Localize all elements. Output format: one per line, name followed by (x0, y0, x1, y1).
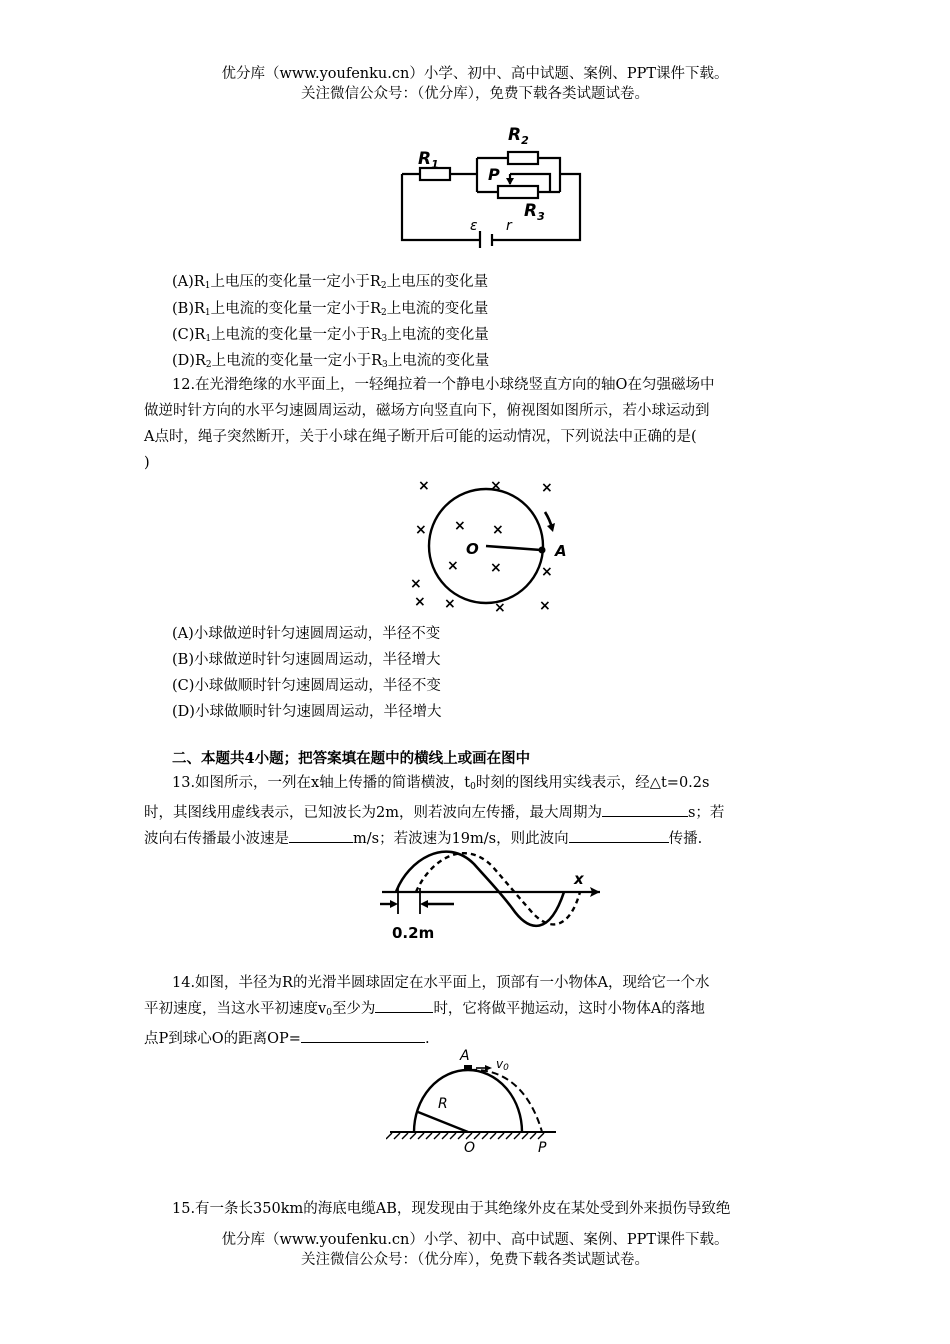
footer-line-1: 优分库（www.youfenku.cn）小学、初中、高中试题、案例、PPT课件下载。 (221, 1232, 729, 1248)
field-marks (410, 478, 553, 616)
point-a-label: A (460, 1048, 470, 1064)
scale-label: 0.2m (392, 924, 435, 942)
svg-text:×: × (490, 478, 502, 494)
page-footer (0, 1230, 950, 1270)
q14-stem: 14.如图，半径为R的光滑半圆球固定在水平面上，顶部有一小物体A，现给它一个水 平初速度，当这水平初速度$v_0$至少为 时，它将做平抛运动，这时小物体A的落地 点P到球心O的距离OP= . (144, 975, 710, 1047)
svg-text:×: × (447, 558, 459, 574)
q11-option-b: $(B)R_1$上电流的变化量一定小于$R_2$上电流的变化量 (172, 301, 489, 318)
r1-label: $R_1$ (418, 149, 439, 171)
footer-line-2: 关注微信公众号：（优分库），免费下载各类试题试卷。 (301, 1252, 649, 1268)
circuit-figure (390, 118, 590, 248)
q14-blank-1[interactable] (375, 998, 433, 1013)
page-header (0, 64, 950, 104)
svg-text:×: × (539, 598, 551, 614)
header-line-1: 优分库（www.youfenku.cn）小学、初中、高中试题、案例、PPT课件下载。 (221, 66, 729, 82)
svg-text:×: × (541, 480, 553, 496)
wave-figure (374, 842, 610, 946)
q12-option-b: (B)小球做逆时针匀速圆周运动，半径增大 (172, 652, 441, 668)
q14-blank-2[interactable] (301, 1028, 425, 1043)
header-line-2: 关注微信公众号：（优分库），免费下载各类试题试卷。 (301, 86, 649, 102)
emf-label: ε (470, 218, 478, 234)
q13-blank-2[interactable] (289, 828, 353, 843)
q12-stem: 12.在光滑绝缘的水平面上，一轻绳拉着一个静电小球绕竖直方向的轴O在匀强磁场中 做逆时针方向的水平匀速圆周运动，磁场方向竖直向下，俯视图如图所示，若小球运动到 A点时，绳子突然断开，关于小球在绳子断开后可能的运动情况，下列说法中正确的是( ) (144, 377, 715, 471)
q11-option-d: $(D)R_2$上电流的变化量一定小于$R_3$上电流的变化量 (172, 353, 490, 370)
q12-option-a: (A)小球做逆时针匀速圆周运动，半径不变 (172, 626, 441, 642)
svg-text:×: × (444, 596, 456, 612)
svg-text:×: × (454, 518, 466, 534)
p-label: P (488, 165, 500, 184)
internal-r-label: r (506, 218, 512, 234)
q13-blank-1[interactable] (602, 802, 688, 817)
svg-text:×: × (418, 478, 430, 494)
center-o-label: O (464, 1140, 476, 1156)
section-2-heading: 二、本题共4小题；把答案填在题中的横线上或画在图中 (172, 750, 531, 767)
r3-label: $R_3$ (524, 201, 545, 223)
svg-text:×: × (414, 594, 426, 610)
point-p-label: P (538, 1140, 547, 1156)
q13-stem: 13.如图所示，一列在x轴上传播的简谐横波，$t_0$时刻的图线用实线表示，经△t=0.2s 时，其图线用虚线表示，已知波长为2m，则若波向左传播，最大周期为 s；若 波向右传播最小波速是 m/s；若波速为19m/s，则此波向 传播. (144, 775, 725, 847)
q13-blank-3[interactable] (569, 828, 669, 843)
point-a-label: A (555, 542, 567, 560)
v0-label: v0 (496, 1057, 509, 1073)
q12-option-c: (C)小球做顺时针匀速圆周运动，半径不变 (172, 678, 441, 694)
center-o-label: O (466, 540, 479, 558)
svg-text:×: × (415, 522, 427, 538)
svg-text:×: × (492, 522, 504, 538)
hemisphere-figure (386, 1046, 566, 1160)
q12-option-d: (D)小球做顺时针匀速圆周运动，半径增大 (172, 704, 442, 720)
svg-text:×: × (490, 560, 502, 576)
q11-option-a: $(A)R_1$上电压的变化量一定小于$R_2$上电压的变化量 (172, 274, 489, 291)
q15-stem: 15.有一条长350km的海底电缆AB，现发现由于其绝缘外皮在某处受到外来损伤导致绝 (172, 1201, 731, 1217)
svg-text:×: × (494, 600, 506, 616)
svg-text:×: × (410, 576, 422, 592)
radius-label: R (438, 1096, 448, 1112)
svg-text:×: × (541, 564, 553, 580)
q11-option-c: $(C)R_1$上电流的变化量一定小于$R_3$上电流的变化量 (172, 327, 489, 344)
r2-label: $R_2$ (508, 125, 529, 147)
magnetic-field-figure (400, 472, 580, 620)
x-axis-label: x (574, 870, 584, 888)
